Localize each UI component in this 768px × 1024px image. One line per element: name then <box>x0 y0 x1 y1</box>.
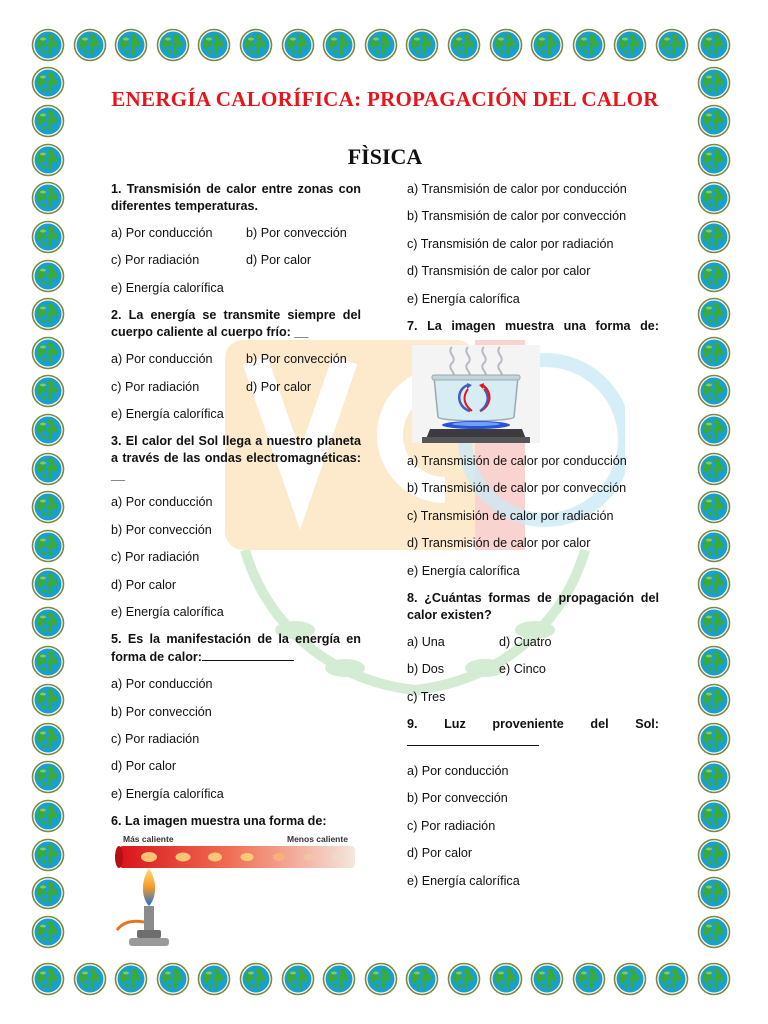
q9-option-d: d) Por calor <box>407 846 473 861</box>
q1-option-c: c) Por radiación <box>111 253 200 268</box>
convection-image <box>412 345 540 443</box>
globe-icon <box>31 66 65 100</box>
globe-icon <box>31 28 65 62</box>
q2-option-b: b) Por convección <box>246 352 347 367</box>
q1-option-d: d) Por calor <box>246 253 312 268</box>
q7-option-e: e) Energía calorífica <box>407 563 520 578</box>
globe-icon <box>31 683 65 717</box>
question-6: 6. La imagen muestra una forma de: <box>111 814 327 829</box>
globe-icon <box>73 962 107 996</box>
question-9: 9. Luz proveniente del Sol: <box>407 716 659 751</box>
globe-icon <box>697 683 731 717</box>
globe-icon <box>697 915 731 949</box>
globe-icon <box>447 28 481 62</box>
globe-icon <box>613 28 647 62</box>
globe-icon <box>31 799 65 833</box>
q3-option-c: c) Por radiación <box>111 550 200 565</box>
q9-option-c: c) Por radiación <box>407 818 496 833</box>
question-2: 2. La energía se transmite siempre del cuerpo caliente al cuerpo frío: __ <box>111 308 361 340</box>
q4-option-a: a) Transmisión de calor por conducción <box>407 182 627 196</box>
q8-option-b: b) Dos <box>407 662 445 677</box>
globe-icon <box>697 413 731 447</box>
globe-icon <box>489 28 523 62</box>
globe-icon <box>697 490 731 524</box>
globe-icon <box>697 66 731 100</box>
conduction-image <box>111 832 357 950</box>
globe-icon <box>697 259 731 293</box>
globe-icon <box>31 760 65 794</box>
globe-icon <box>239 28 273 62</box>
q3-option-b: b) Por convección <box>111 522 212 537</box>
q2-option-a: a) Por conducción <box>111 352 213 367</box>
globe-icon <box>31 452 65 486</box>
globe-icon <box>281 962 315 996</box>
globe-icon <box>31 645 65 679</box>
globe-icon <box>613 962 647 996</box>
globe-icon <box>197 28 231 62</box>
globe-icon <box>31 413 65 447</box>
globe-icon <box>31 220 65 254</box>
q1-option-e: e) Energía calorífica <box>111 280 224 295</box>
globe-icon <box>281 28 315 62</box>
globe-icon <box>697 799 731 833</box>
globe-icon <box>697 374 731 408</box>
globe-icon <box>697 722 731 756</box>
globe-icon <box>655 28 689 62</box>
globe-icon <box>655 962 689 996</box>
q5-option-a: a) Por conducción <box>111 677 213 692</box>
globe-icon <box>364 962 398 996</box>
q4-option-c: c) Transmisión de calor por radiación <box>407 236 614 251</box>
globe-icon <box>31 838 65 872</box>
globe-icon <box>530 962 564 996</box>
globe-icon <box>322 962 356 996</box>
globe-icon <box>31 529 65 563</box>
q5-option-b: b) Por convección <box>111 704 212 719</box>
q8-option-d: d) Cuatro <box>499 634 552 649</box>
q2-option-e: e) Energía calorífica <box>111 406 224 421</box>
left-column <box>111 181 361 950</box>
globe-icon <box>156 962 190 996</box>
label-less-hot: Menos caliente <box>287 834 348 845</box>
globe-icon <box>697 838 731 872</box>
q9-option-a: a) Por conducción <box>407 764 509 779</box>
q5-option-e: e) Energía calorífica <box>111 786 224 801</box>
q4-option-d: d) Transmisión de calor por calor <box>407 264 591 279</box>
q4-option-b: b) Transmisión de calor por convección <box>407 209 627 224</box>
globe-icon <box>114 962 148 996</box>
globe-icon <box>697 645 731 679</box>
globe-icon <box>572 28 606 62</box>
q1-option-b: b) Por convección <box>246 226 347 240</box>
globe-icon <box>31 722 65 756</box>
question-5: 5. Es la manifestación de la energía en forma de calor: <box>111 632 361 665</box>
globe-icon <box>31 490 65 524</box>
globe-icon <box>31 104 65 138</box>
globe-icon <box>31 374 65 408</box>
q2-option-c: c) Por radiación <box>111 379 200 394</box>
globe-icon <box>31 962 65 996</box>
question-3: 3. El calor del Sol llega a nuestro planeta a través de las ondas electromagnéticas: __ <box>111 434 361 483</box>
question-7: 7. La imagen muestra una forma de: <box>407 318 659 333</box>
q9-option-b: b) Por convección <box>407 791 508 806</box>
q9-option-e: e) Energía calorífica <box>407 873 520 888</box>
q8-option-e: e) Cinco <box>499 662 546 677</box>
question-1: 1. Transmisión de calor entre zonas con diferentes temperaturas. <box>111 182 361 213</box>
q7-option-a: a) Transmisión de calor por conducción <box>407 453 627 468</box>
globe-icon <box>73 28 107 62</box>
q7-option-b: b) Transmisión de calor por convección <box>407 481 627 496</box>
q4-option-e: e) Energía calorífica <box>407 291 520 306</box>
globe-icon <box>31 567 65 601</box>
q3-option-a: a) Por conducción <box>111 495 213 510</box>
globe-icon <box>697 962 731 996</box>
globe-icon <box>697 297 731 331</box>
q5-option-c: c) Por radiación <box>111 732 200 747</box>
q3-option-d: d) Por calor <box>111 577 177 592</box>
globe-icon <box>697 220 731 254</box>
globe-icon <box>447 962 481 996</box>
q3-option-e: e) Energía calorífica <box>111 604 224 619</box>
globe-icon <box>114 28 148 62</box>
globe-icon <box>697 606 731 640</box>
globe-icon <box>697 567 731 601</box>
q8-option-a: a) Una <box>407 634 445 649</box>
globe-icon <box>697 104 731 138</box>
q1-option-a: a) Por conducción <box>111 226 213 240</box>
globe-icon <box>31 336 65 370</box>
q2-option-d: d) Por calor <box>246 379 312 394</box>
label-more-hot: Más caliente <box>123 834 174 845</box>
globe-icon <box>697 181 731 215</box>
globe-icon <box>697 876 731 910</box>
globe-icon <box>31 915 65 949</box>
globe-icon <box>697 760 731 794</box>
globe-icon <box>156 28 190 62</box>
globe-icon <box>31 876 65 910</box>
q7-option-c: c) Transmisión de calor por radiación <box>407 508 614 523</box>
globe-icon <box>239 962 273 996</box>
globe-icon <box>31 181 65 215</box>
globe-icon <box>530 28 564 62</box>
globe-icon <box>697 336 731 370</box>
globe-icon <box>697 143 731 177</box>
globe-icon <box>489 962 523 996</box>
question-8: 8. ¿Cuántas formas de propagación del calor existen? <box>407 590 659 622</box>
subject-heading: FÌSICA <box>347 144 423 169</box>
globe-icon <box>697 452 731 486</box>
globe-icon <box>697 28 731 62</box>
q7-option-d: d) Transmisión de calor por calor <box>407 536 591 551</box>
globe-icon <box>31 606 65 640</box>
globe-icon <box>31 297 65 331</box>
q8-option-c: c) Tres <box>407 689 446 704</box>
globe-icon <box>572 962 606 996</box>
page-title: ENERGÍA CALORÍFICA: PROPAGACIÓN DEL CALOR <box>111 87 659 111</box>
globe-icon <box>697 529 731 563</box>
globe-icon <box>31 143 65 177</box>
right-column <box>407 181 659 900</box>
q5-option-d: d) Por calor <box>111 759 177 774</box>
globe-icon <box>322 28 356 62</box>
globe-icon <box>31 259 65 293</box>
globe-icon <box>197 962 231 996</box>
globe-icon <box>405 962 439 996</box>
globe-icon <box>364 28 398 62</box>
globe-icon <box>405 28 439 62</box>
